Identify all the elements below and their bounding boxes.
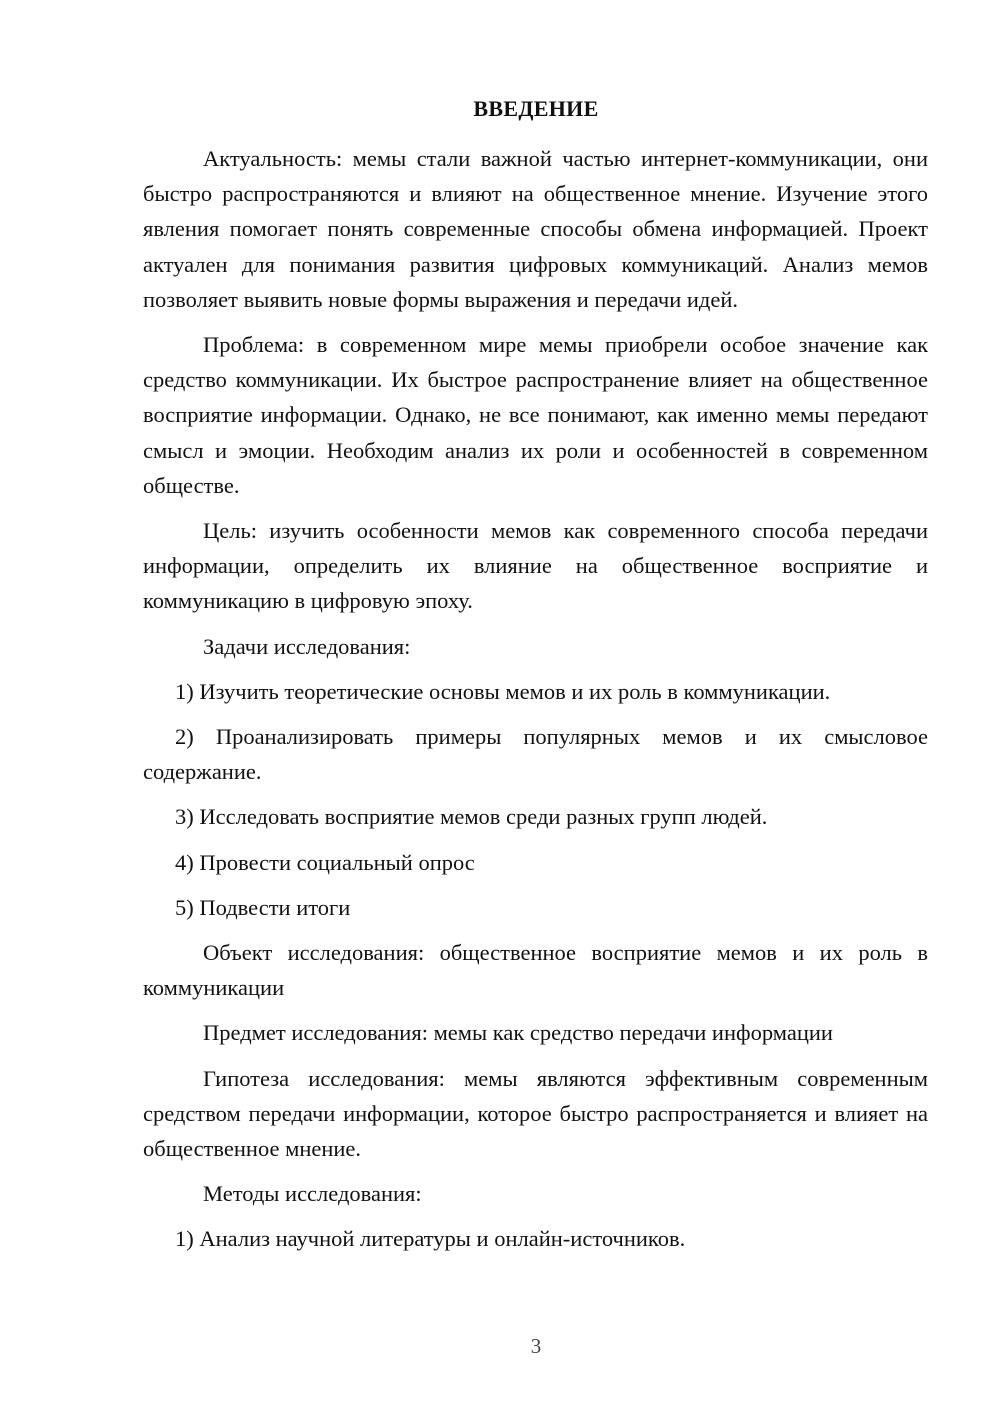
tasks-heading: Задачи исследования: xyxy=(203,633,411,659)
task-item-4: 4) Провести социальный опрос xyxy=(175,849,475,875)
task-item-3: 3) Исследовать восприятие мемов среди разных групп людей. xyxy=(175,804,768,830)
methods-heading: Методы исследования: xyxy=(203,1181,422,1207)
method-item-1: 1) Анализ научной литературы и онлайн-источников. xyxy=(175,1226,686,1252)
document-body xyxy=(143,141,928,1257)
page-title: ВВЕДЕНИЕ xyxy=(473,96,599,121)
task-item-5: 5) Подвести итоги xyxy=(175,894,351,920)
task-item-1: 1) Изучить теоретические основы мемов и их роль в коммуникации. xyxy=(175,678,831,704)
hypothesis-paragraph: Гипотеза исследования: мемы являются эффективным современным средством передачи информации, которое быстро распространяется и влияет на общественное мнение. xyxy=(143,1065,928,1162)
object-paragraph: Объект исследования: общественное восприятие мемов и их роль в коммуникации xyxy=(143,940,928,1001)
problem-paragraph: Проблема: в современном мире мемы приобрели особое значение как средство коммуникации. Их быстрое распространение влияет на общественное восприятие информации. Однако, не все понимают, как именно мемы передают смысл и эмоции. Необходим анализ их роли и особенностей в современном обществе. xyxy=(143,332,928,498)
task-item-2: 2) Проанализировать примеры популярных мемов и их смысловое содержание. xyxy=(143,724,928,785)
page-number: 3 xyxy=(530,1334,542,1358)
goal-paragraph: Цель: изучить особенности мемов как современного способа передачи информации, определить их влияние на общественное восприятие и коммуникацию в цифровую эпоху. xyxy=(143,518,928,614)
subject-paragraph: Предмет исследования: мемы как средство передачи информации xyxy=(203,1020,833,1046)
relevance-paragraph: Актуальность: мемы стали важной частью интернет-коммуникации, они быстро распространяются и влияют на общественное мнение. Изучение этого явления помогает понять современные способы обмена информацией. Проект актуален для понимания развития цифровых коммуникаций. Анализ мемов позволяет выявить новые формы выражения и передачи идей. xyxy=(143,146,928,312)
